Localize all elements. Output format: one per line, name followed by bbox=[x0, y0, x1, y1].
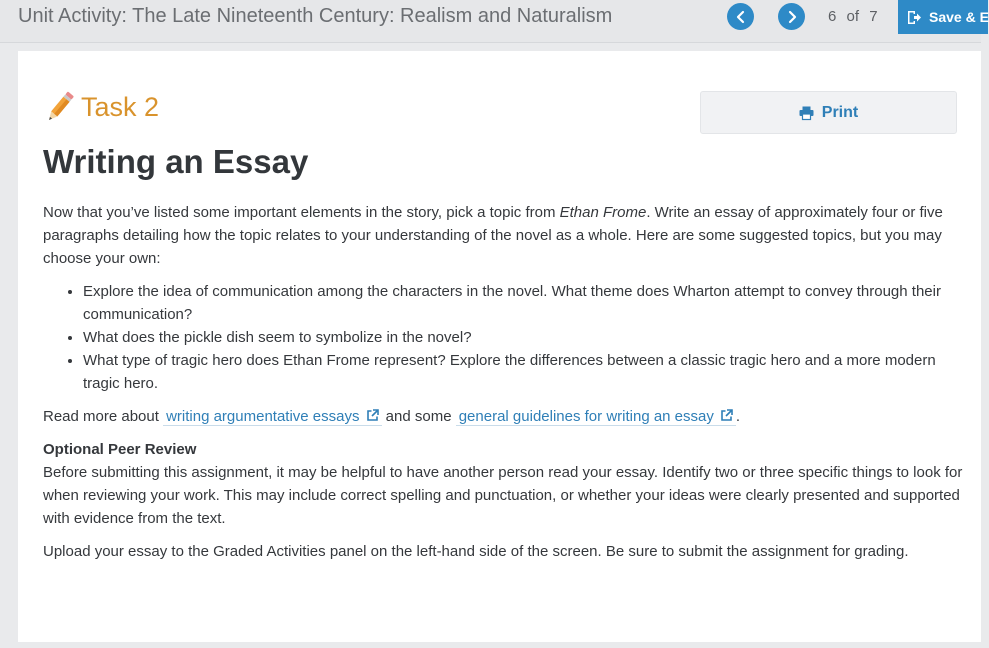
total-pages: 7 bbox=[869, 8, 878, 25]
bottom-strip bbox=[0, 642, 981, 648]
activity-title: Unit Activity: The Late Nineteenth Century: Realism and Naturalism bbox=[18, 5, 613, 27]
suggested-topics-list bbox=[43, 280, 963, 395]
essay-guidelines-link[interactable] bbox=[456, 408, 736, 426]
current-page: 6 bbox=[828, 8, 837, 25]
save-exit-button[interactable] bbox=[898, 0, 988, 34]
print-button[interactable] bbox=[700, 91, 957, 134]
argumentative-essays-link[interactable] bbox=[163, 408, 381, 426]
read-more-suffix: . bbox=[735, 408, 741, 425]
page-of-label: of bbox=[846, 8, 860, 25]
external-link-icon bbox=[366, 409, 379, 422]
pencil-icon bbox=[43, 89, 77, 125]
peer-review-text: Before submitting this assignment, it may be helpful to have another person read your essay. Identify two or three specific things to look for when reviewing your work. This may include correct spelling and punctuation, or whether your ideas were clearly presented and supported with evidence from the text. bbox=[43, 464, 963, 527]
peer-review-heading: Optional Peer Review bbox=[43, 441, 197, 458]
chevron-left-icon bbox=[735, 10, 747, 24]
link-text: writing argumentative essays bbox=[166, 408, 360, 425]
printer-icon bbox=[799, 106, 814, 120]
read-more-mid: and some bbox=[381, 408, 456, 425]
task-label: Task 2 bbox=[81, 91, 160, 122]
previous-page-button[interactable] bbox=[727, 3, 754, 30]
task-content-card bbox=[18, 51, 981, 642]
save-exit-label: Save & E bbox=[929, 9, 989, 25]
task-header bbox=[43, 89, 159, 125]
list-item: • Explore the idea of communication among the characters in the novel. What theme does Wharton attempt to convey through their communication? bbox=[83, 280, 963, 326]
list-item: • What does the pickle dish seem to symbolize in the novel? bbox=[83, 326, 963, 349]
intro-paragraph bbox=[43, 201, 963, 270]
intro-text-after: . Write an essay of approximately four or five paragraphs detailing how the topic relates to your understanding of the novel as a whole. Here are some suggested topics, but you may choose your own: bbox=[43, 204, 943, 267]
novel-title: Ethan Frome bbox=[559, 204, 647, 221]
read-more-prefix: Read more about bbox=[43, 408, 164, 425]
read-more-paragraph bbox=[43, 405, 963, 428]
save-exit-icon bbox=[906, 10, 922, 25]
external-link-icon bbox=[720, 409, 733, 422]
link-text: general guidelines for writing an essay bbox=[458, 408, 714, 425]
print-label: Print bbox=[821, 103, 859, 121]
intro-text-before: Now that you’ve listed some important elements in the story, pick a topic from bbox=[43, 204, 560, 221]
page-title: Writing an Essay bbox=[43, 143, 309, 180]
list-item: • What type of tragic hero does Ethan Frome represent? Explore the differences between a classic tragic hero and a more modern tragic hero. bbox=[83, 349, 963, 395]
upload-instructions: Upload your essay to the Graded Activities panel on the left-hand side of the screen. Be sure to submit the assignment for grading. bbox=[43, 543, 909, 560]
page-indicator bbox=[828, 8, 884, 25]
top-bar bbox=[0, 0, 989, 43]
chevron-right-icon bbox=[786, 10, 798, 24]
next-page-button[interactable] bbox=[778, 3, 805, 30]
task-body bbox=[43, 201, 963, 563]
